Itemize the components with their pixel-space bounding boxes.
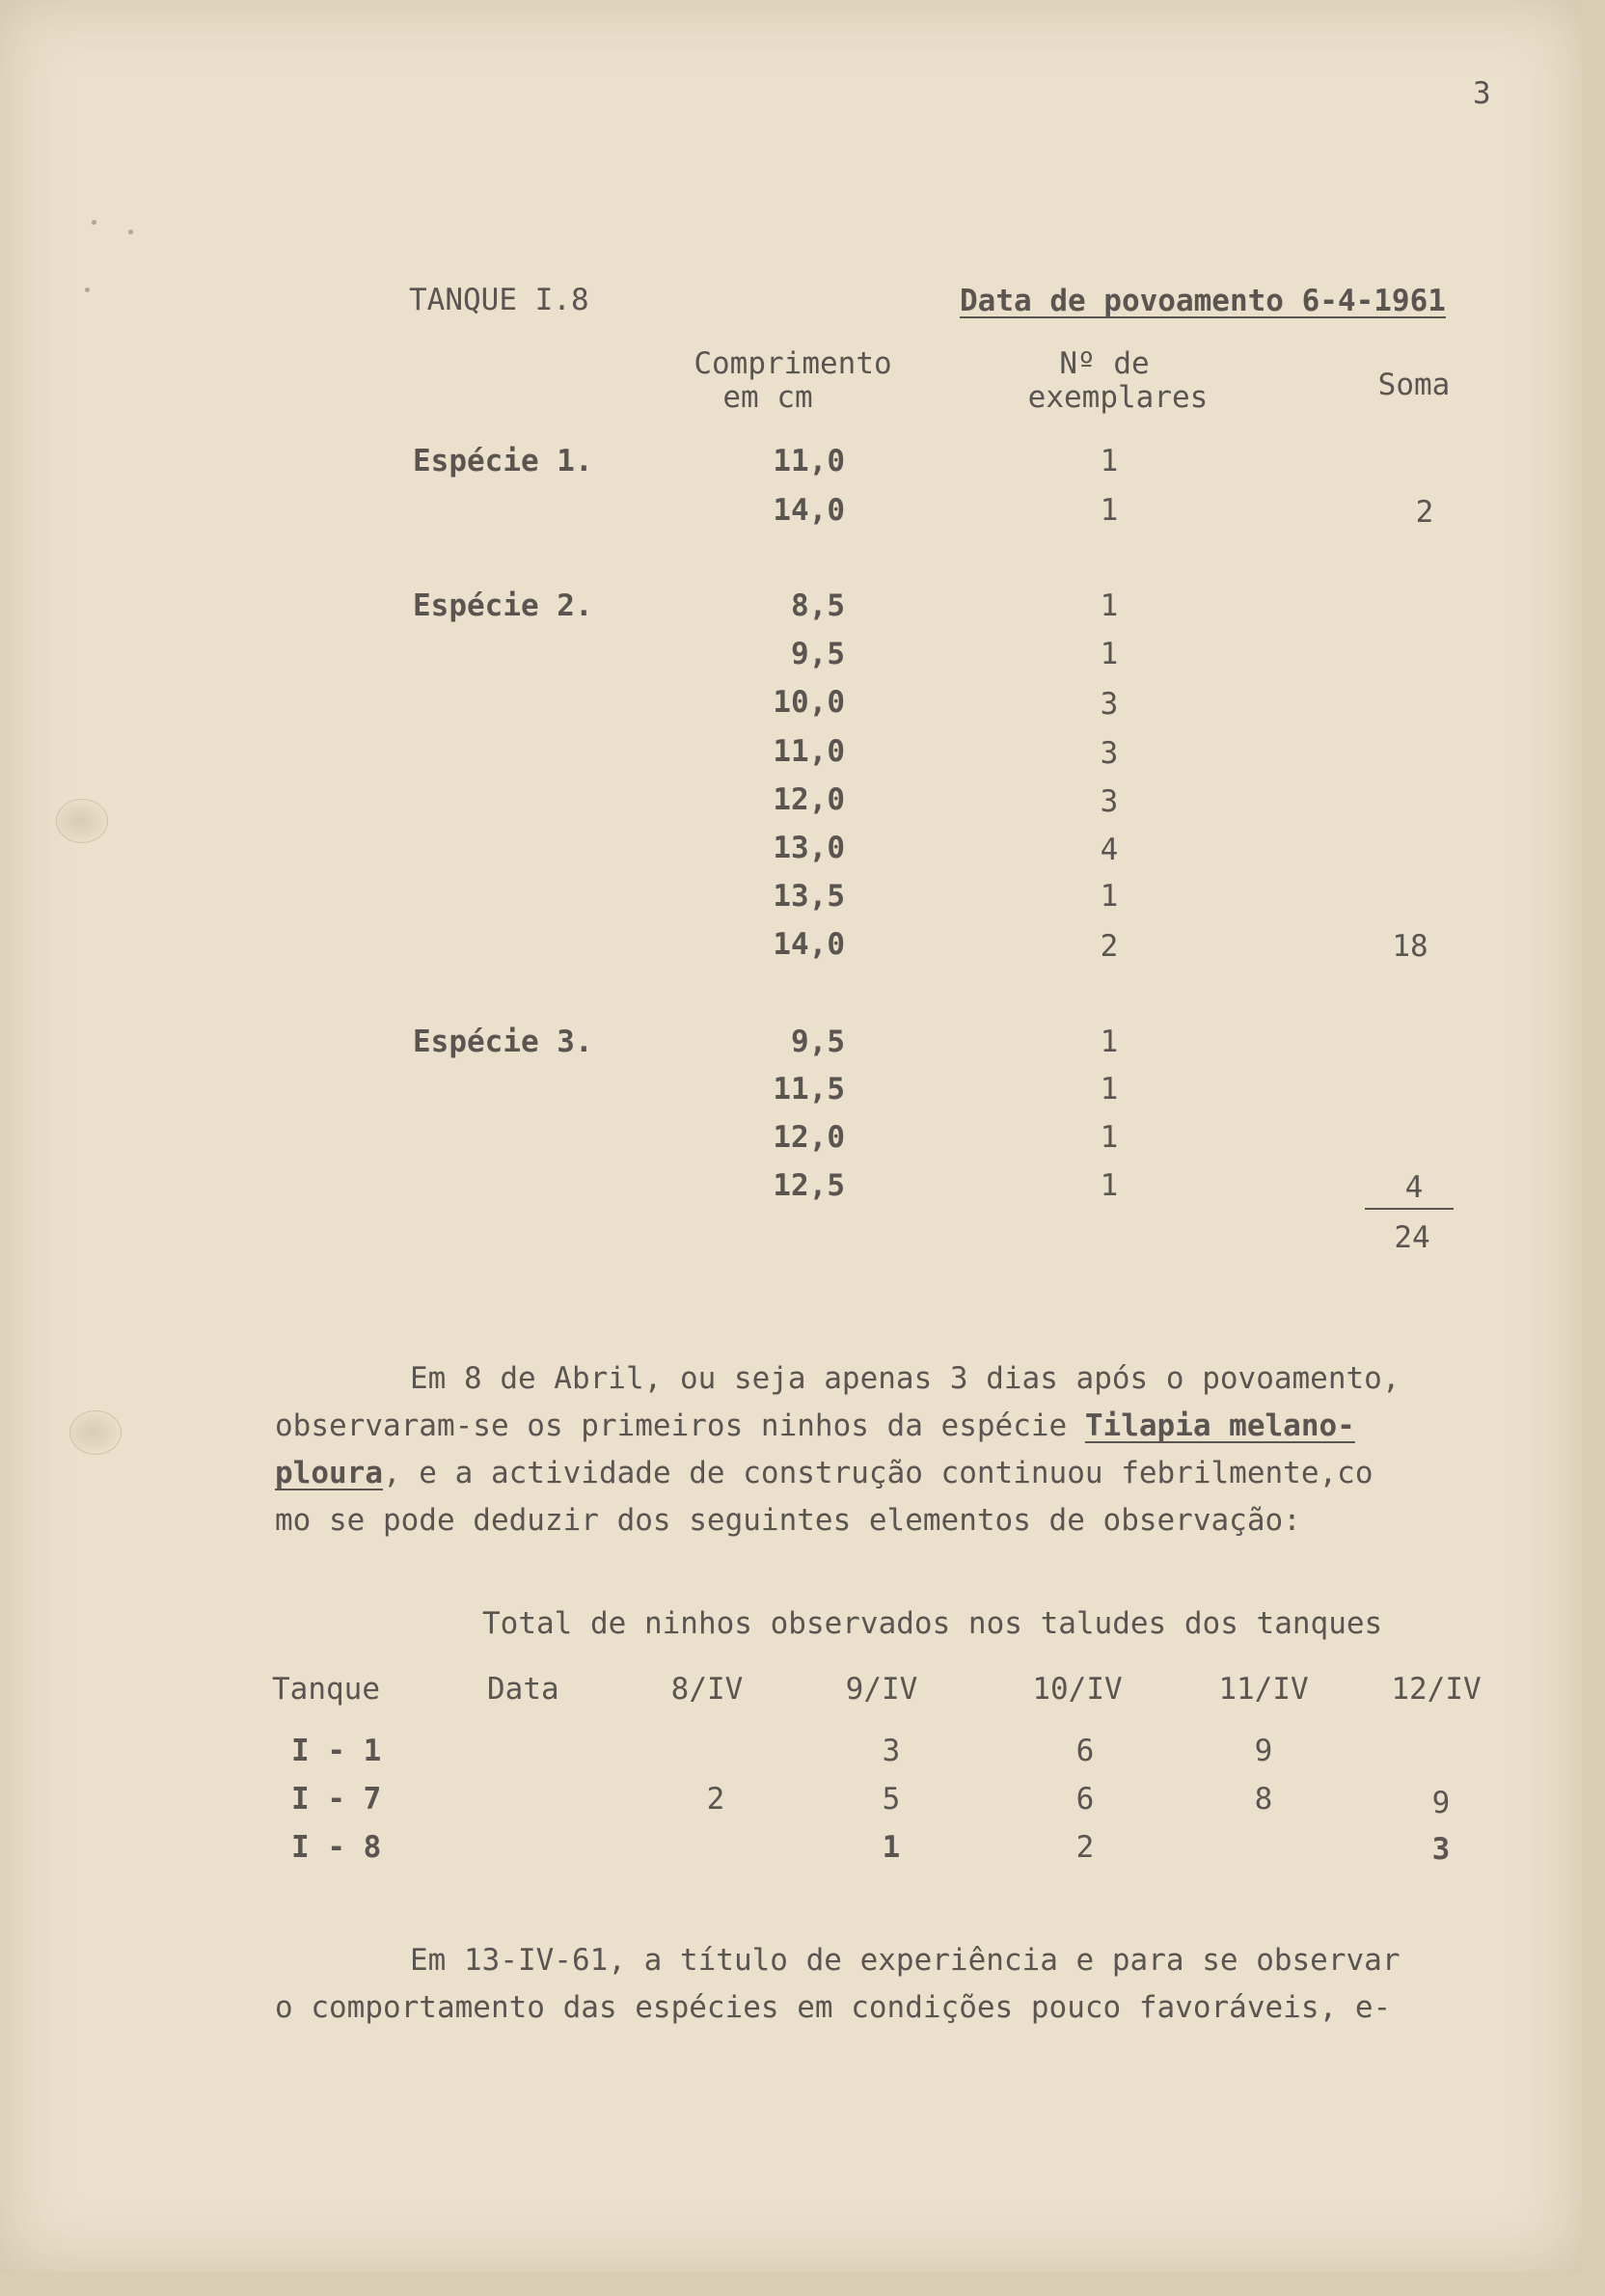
punch-hole-bottom — [69, 1410, 122, 1455]
page-number: 3 — [1473, 76, 1491, 111]
paragraph-line — [275, 1450, 1510, 1497]
ink-speck — [128, 230, 133, 234]
length-cell: 10,0 — [773, 685, 845, 720]
length-cell: 8,5 — [791, 588, 845, 623]
length-cell: 11,0 — [773, 444, 845, 478]
tank-row-label: I - 8 — [291, 1830, 382, 1865]
species-label-2: Espécie 2. — [413, 588, 593, 623]
nest-count: 1 — [882, 1830, 901, 1865]
length-cell: 11,5 — [773, 1072, 845, 1107]
count-cell: 1 — [1100, 1168, 1119, 1203]
nest-count: 9 — [1254, 1734, 1273, 1768]
paragraph-nest-observation — [275, 1355, 1510, 1544]
sum-cell: 4 — [1404, 1170, 1424, 1205]
nest-table-title: Total de ninhos observados nos taludes dos tanques — [482, 1606, 1383, 1641]
tank-row-label: I - 1 — [291, 1734, 382, 1768]
count-cell: 1 — [1100, 493, 1119, 528]
paragraph-line: Em 13-IV-61, a título de experiência e para se observar — [410, 1943, 1401, 1978]
col-header-length-2: em cm — [722, 380, 813, 415]
stocking-date: Data de povoamento 6-4-1961 — [960, 284, 1446, 318]
count-cell: 4 — [1100, 833, 1119, 867]
length-cell: 9,5 — [791, 1025, 845, 1059]
count-cell: 1 — [1100, 1025, 1119, 1059]
paragraph-line: mo se pode deduzir dos seguintes elementos de observação: — [275, 1503, 1301, 1538]
ink-speck — [85, 287, 90, 292]
count-cell: 2 — [1100, 929, 1119, 964]
count-cell: 1 — [1100, 1120, 1119, 1155]
length-cell: 14,0 — [773, 927, 845, 962]
species-label-3: Espécie 3. — [413, 1025, 593, 1059]
count-cell: 1 — [1100, 637, 1119, 671]
col-header-date: Data — [487, 1672, 559, 1707]
sum-cell: 18 — [1392, 929, 1428, 964]
nest-count: 2 — [1075, 1830, 1095, 1865]
date-header: 9/IV — [845, 1672, 918, 1707]
date-header: 10/IV — [1032, 1672, 1123, 1707]
length-cell: 11,0 — [773, 734, 845, 769]
col-header-sum: Soma — [1377, 368, 1451, 402]
species-label-1: Espécie 1. — [413, 444, 593, 478]
paragraph-text: observaram-se os primeiros ninhos da espécie — [275, 1408, 1085, 1443]
sum-rule — [1365, 1208, 1454, 1210]
date-header: 8/IV — [670, 1672, 744, 1707]
paragraph-experiment — [275, 1937, 1510, 2032]
count-cell: 3 — [1100, 784, 1119, 819]
length-cell: 12,0 — [773, 1120, 845, 1155]
count-cell: 1 — [1100, 588, 1119, 623]
count-cell: 1 — [1100, 879, 1119, 914]
nest-count: 5 — [882, 1782, 901, 1817]
count-cell: 3 — [1100, 736, 1119, 771]
sum-cell: 2 — [1415, 495, 1434, 530]
total-sum: 24 — [1394, 1220, 1430, 1255]
col-header-count-1: Nº de — [1059, 346, 1150, 381]
length-cell: 13,5 — [773, 879, 845, 914]
ink-speck — [92, 220, 96, 225]
col-header-length-1: Comprimento — [694, 346, 892, 381]
col-header-count-2: exemplares — [1027, 380, 1209, 415]
date-header: 12/IV — [1391, 1672, 1482, 1707]
count-cell: 1 — [1100, 444, 1119, 478]
paragraph-line: o comportamento das espécies em condições pouco favoráveis, e- — [275, 1990, 1392, 2025]
nest-count: 2 — [706, 1782, 725, 1817]
col-header-tank: Tanque — [272, 1672, 380, 1707]
date-header: 11/IV — [1218, 1672, 1309, 1707]
tank-row-label: I - 7 — [291, 1782, 382, 1817]
tank-heading: TANQUE I.8 — [409, 283, 589, 317]
nest-count: 9 — [1431, 1786, 1451, 1820]
length-cell: 12,0 — [773, 782, 845, 817]
length-cell: 9,5 — [791, 637, 845, 671]
species-name: Tilapia melano- — [1084, 1408, 1355, 1443]
nest-count: 3 — [882, 1734, 901, 1768]
length-cell: 14,0 — [773, 493, 845, 528]
count-cell: 1 — [1100, 1072, 1119, 1107]
nest-count: 6 — [1075, 1782, 1095, 1817]
paragraph-text: , e a actividade de construção continuou febrilmente,co — [382, 1456, 1374, 1490]
paragraph-line: Em 8 de Abril, ou seja apenas 3 dias após o povoamento, — [410, 1361, 1401, 1396]
nest-count: 3 — [1431, 1832, 1451, 1867]
paragraph-line — [275, 1403, 1510, 1450]
species-name: ploura — [275, 1456, 383, 1490]
length-cell: 13,0 — [773, 831, 845, 865]
length-cell: 12,5 — [773, 1168, 845, 1203]
count-cell: 3 — [1100, 687, 1119, 722]
punch-hole-top — [56, 799, 108, 843]
nest-count: 8 — [1254, 1782, 1273, 1817]
nest-count: 6 — [1075, 1734, 1095, 1768]
